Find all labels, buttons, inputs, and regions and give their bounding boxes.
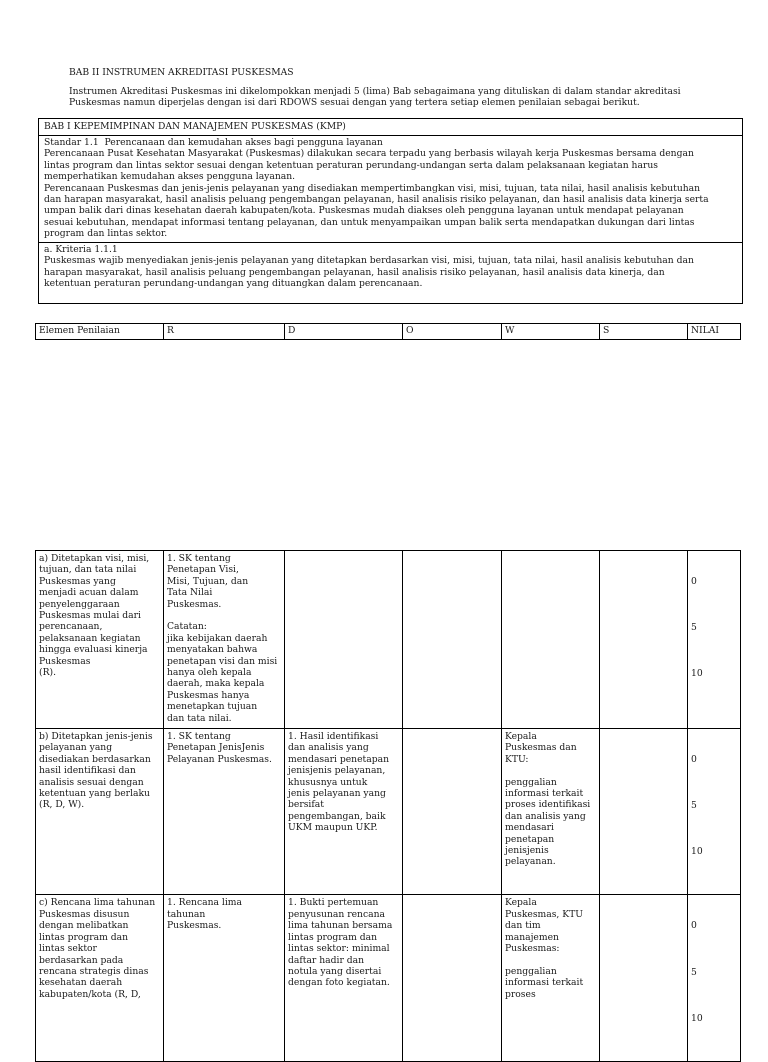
header-o: O: [403, 324, 502, 340]
header-s: S: [600, 324, 688, 340]
cell-s: [600, 895, 688, 1061]
elemen-table: [35, 550, 741, 1062]
cell-s: [600, 551, 688, 729]
bab-heading: BAB I KEPEMIMPINAN DAN MANAJEMEN PUSKESMAS (KMP): [38, 118, 743, 136]
score-value: 0: [691, 920, 697, 932]
standar-section: Standar 1.1 Perencanaan dan kemudahan akses bagi pengguna layanan Perencanaan Pusat Kesehatan Masyarakat (Puskesmas) dilakukan secara terpadu yang berbasis wilayah kerja Puskesmas bersama dengan lintas program dan lintas sektor sesuai dengan ketentuan peraturan perundang-undangan serta dalam pelaksanaan kegiatan harus memperhatikan kemudahan akses pengguna layanan. Perencanaan Puskesmas dan jenis-jenis pelayanan yang disediakan mempertimbangkan visi, misi, tujuan, tata nilai, hasil analisis kebutuhan dan harapan masyarakat, hasil analisis peluang pengembangan pelayanan, hasil analisis risiko pelayanan, dan hasil analisis data kinerja serta umpan balik dari dinas kesehatan daerah kabupaten/kota. Puskesmas mudah diakses oleh pengguna layanan untuk mendapat pelayanan sesuai kebutuhan, mendapat informasi tentang pelayanan, dan untuk menyampaikan umpan balik serta mendapatkan dukungan dari lintas program dan lintas sektor.: [38, 135, 743, 243]
header-elemen: Elemen Penilaian: [36, 324, 164, 340]
header-row: [36, 324, 741, 340]
score-value: 0: [691, 753, 697, 765]
score-value: 10: [691, 1012, 703, 1024]
cell-o: [403, 895, 502, 1061]
cell-nilai: [688, 551, 741, 729]
score-value: 10: [691, 668, 703, 680]
cell-r: 1. SK tentang Penetapan JenisJenis Pelayanan Puskesmas.: [164, 729, 285, 895]
cell-nilai: [688, 729, 741, 895]
cell-elemen: a) Ditetapkan visi, misi, tujuan, dan tata nilai Puskesmas yang menjadi acuan dalam penyelenggaraan Puskesmas mulai dari perencanaan, pelaksanaan kegiatan hingga evaluasi kinerja Puskesmas (R).: [36, 551, 164, 729]
header-w: W: [502, 324, 600, 340]
cell-elemen: c) Rencana lima tahunan Puskesmas disusun dengan melibatkan lintas program dan lintas sektor berdasarkan pada rencana strategis dinas kesehatan daerah kabupaten/kota (R, D,: [36, 895, 164, 1061]
cell-w: Kepala Puskesmas dan KTU: penggalian informasi terkait proses identifikasi dan analisis yang mendasari penetapan jenisjenis pelayanan.: [502, 729, 600, 895]
cell-s: [600, 729, 688, 895]
cell-r: 1. Rencana lima tahunan Puskesmas.: [164, 895, 285, 1061]
cell-o: [403, 729, 502, 895]
score-value: 5: [691, 800, 697, 812]
cell-r: 1. SK tentang Penetapan Visi, Misi, Tujuan, dan Tata Nilai Puskesmas. Catatan: jika kebijakan daerah menyatakan bahwa penetapan visi dan misi hanya oleh kepala daerah, maka kepala Puskesmas hanya menetapkan tujuan dan tata nilai.: [164, 551, 285, 729]
score-value: 5: [691, 966, 697, 978]
cell-d: [285, 551, 403, 729]
header-r: R: [164, 324, 285, 340]
header-table: [35, 323, 741, 340]
score-value: 10: [691, 846, 703, 858]
cell-nilai: [688, 895, 741, 1061]
cell-w: [502, 551, 600, 729]
kriteria-section: a. Kriteria 1.1.1 Puskesmas wajib menyediakan jenis-jenis pelayanan yang ditetapkan berdasarkan visi, misi, tujuan, tata nilai, hasil analisis kebutuhan dan harapan masyarakat, hasil analisis peluang pengembangan pelayanan, hasil analisis risiko pelayanan, hasil analisis data kinerja, dan ketentuan peraturan perundang-undangan yang dituangkan dalam perencanaan.: [38, 242, 743, 304]
table-row: [36, 551, 741, 729]
header-d: D: [285, 324, 403, 340]
score-value: 5: [691, 622, 697, 634]
cell-d: 1. Hasil identifikasi dan analisis yang mendasari penetapan jenisjenis pelayanan, khususnya untuk jenis pelayanan yang bersifat pengembangan, baik UKM maupun UKP.: [285, 729, 403, 895]
header-nilai: NILAI: [688, 324, 741, 340]
cell-elemen: b) Ditetapkan jenis-jenis pelayanan yang disediakan berdasarkan hasil identifikasi dan analisis sesuai dengan ketentuan yang berlaku (R, D, W).: [36, 729, 164, 895]
document-title: BAB II INSTRUMEN AKREDITASI PUSKESMAS: [69, 67, 294, 78]
table-row: [36, 895, 741, 1061]
intro-paragraph: Instrumen Akreditasi Puskesmas ini dikelompokkan menjadi 5 (lima) Bab sebagaimana yang dituliskan di dalam standar akreditasi Puskesmas namun diperjelas dengan isi dari RDOWS sesuai dengan yang tertera setiap elemen penilaian sebagai berikut.: [69, 86, 681, 109]
cell-o: [403, 551, 502, 729]
cell-d: 1. Bukti pertemuan penyusunan rencana lima tahunan bersama lintas program dan lintas sektor: minimal daftar hadir dan notula yang disertai dengan foto kegiatan.: [285, 895, 403, 1061]
table-row: [36, 729, 741, 895]
score-value: 0: [691, 575, 697, 587]
cell-w: Kepala Puskesmas, KTU dan tim manajemen Puskesmas: penggalian informasi terkait proses: [502, 895, 600, 1061]
